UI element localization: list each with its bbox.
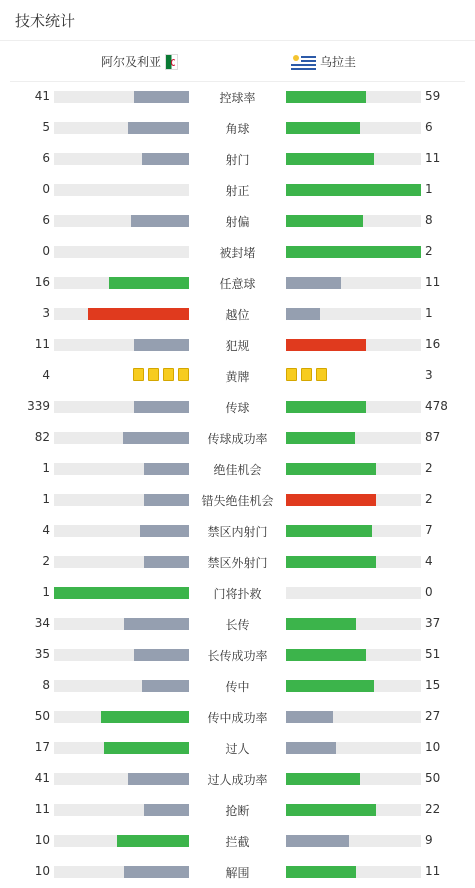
away-bar-fill [286, 277, 341, 289]
away-bar-track [286, 494, 421, 506]
away-bar-track [286, 246, 421, 258]
stat-row [0, 578, 475, 609]
away-value: 478 [425, 399, 448, 413]
stat-row [0, 82, 475, 113]
stat-label: 被封堵 [219, 246, 256, 260]
stat-label: 长传成功率 [207, 649, 268, 663]
page-title: 技术统计 [15, 12, 76, 30]
away-value: 2 [425, 492, 433, 506]
home-bar-track [54, 804, 189, 816]
away-bar-track [286, 91, 421, 103]
stat-label: 过人成功率 [207, 773, 268, 787]
home-value: 82 [34, 430, 50, 444]
home-bar-track [54, 835, 189, 847]
away-bar-fill [286, 556, 376, 568]
home-bar-track [54, 401, 189, 413]
home-value: 41 [34, 771, 50, 785]
away-bar-track [286, 556, 421, 568]
home-bar-track [54, 556, 189, 568]
home-value: 2 [42, 554, 50, 568]
stat-row [0, 237, 475, 268]
away-bar-fill [286, 339, 366, 351]
away-value: 11 [425, 864, 441, 878]
away-bar-track [286, 866, 421, 878]
stat-row [0, 454, 475, 485]
home-bar-fill [142, 153, 189, 165]
away-value: 2 [425, 244, 433, 258]
away-bar-fill [286, 742, 336, 754]
home-value: 17 [34, 740, 50, 754]
away-value: 7 [425, 523, 433, 537]
home-bar-track [54, 91, 189, 103]
home-bar-track [54, 680, 189, 692]
away-bar-track [286, 618, 421, 630]
away-bar-fill [286, 122, 360, 134]
away-bar-track [286, 308, 421, 320]
stat-label: 传中 [225, 680, 250, 694]
home-value: 8 [42, 678, 50, 692]
away-value: 1 [425, 182, 433, 196]
stat-label: 错失绝佳机会 [201, 494, 274, 508]
uruguay-flag-icon [291, 54, 316, 70]
away-value: 6 [425, 120, 433, 134]
away-value: 3 [425, 368, 433, 382]
home-bar-track [54, 308, 189, 320]
stat-label: 角球 [225, 122, 250, 136]
away-value: 0 [425, 585, 433, 599]
stat-label: 传球 [225, 401, 250, 415]
stat-row [0, 795, 475, 826]
away-bar-track [286, 835, 421, 847]
stat-label: 越位 [225, 308, 250, 322]
home-value: 6 [42, 213, 50, 227]
away-value: 37 [425, 616, 441, 630]
algeria-flag-icon [165, 54, 178, 70]
home-bar-fill [134, 91, 189, 103]
home-team-name: 阿尔及利亚 [100, 55, 161, 69]
yellow-card-icon [301, 368, 312, 381]
home-value: 16 [34, 275, 50, 289]
home-value: 1 [42, 585, 50, 599]
away-bar-fill [286, 153, 374, 165]
away-value: 59 [425, 89, 441, 103]
stat-label: 射偏 [225, 215, 250, 229]
stat-row [0, 113, 475, 144]
home-bar-fill [134, 339, 189, 351]
stat-row [0, 175, 475, 206]
home-bar-fill [104, 742, 189, 754]
home-bar-fill [123, 432, 189, 444]
yellow-card-icon [163, 368, 174, 381]
home-value: 11 [34, 802, 50, 816]
yellow-card-icon [133, 368, 144, 381]
stat-row [0, 516, 475, 547]
home-bar-fill [101, 711, 189, 723]
stat-row [0, 144, 475, 175]
home-value: 4 [42, 368, 50, 382]
away-bar-track [286, 184, 421, 196]
away-bar-fill [286, 215, 363, 227]
away-bar-fill [286, 773, 360, 785]
stat-row [0, 671, 475, 702]
away-value: 2 [425, 461, 433, 475]
away-bar-track [286, 401, 421, 413]
away-bar-track [286, 525, 421, 537]
home-bar-track [54, 215, 189, 227]
home-bar-track [54, 742, 189, 754]
yellow-card-icon [286, 368, 297, 381]
page-header [0, 0, 475, 41]
away-bar-fill [286, 835, 349, 847]
home-value: 35 [34, 647, 50, 661]
home-bar-fill [124, 618, 189, 630]
home-value: 1 [42, 492, 50, 506]
away-bar-track [286, 153, 421, 165]
home-bar-track [54, 494, 189, 506]
away-bar-fill [286, 184, 421, 196]
home-value: 34 [34, 616, 50, 630]
home-bar-fill [140, 525, 189, 537]
away-bar-fill [286, 525, 372, 537]
away-bar-track [286, 649, 421, 661]
home-bar-fill [54, 587, 189, 599]
away-value: 51 [425, 647, 441, 661]
away-value: 16 [425, 337, 441, 351]
away-value: 10 [425, 740, 441, 754]
stat-label: 射正 [225, 184, 250, 198]
home-bar-fill [128, 773, 189, 785]
home-yellow-cards [133, 368, 189, 381]
stat-row [0, 640, 475, 671]
home-value: 0 [42, 182, 50, 196]
home-bar-fill [144, 804, 189, 816]
teams-header [0, 41, 475, 81]
stat-row [0, 733, 475, 764]
home-bar-fill [134, 649, 189, 661]
away-value: 11 [425, 275, 441, 289]
home-value: 5 [42, 120, 50, 134]
stat-row [0, 423, 475, 454]
away-bar-fill [286, 649, 366, 661]
away-bar-fill [286, 494, 376, 506]
stat-label: 犯规 [225, 339, 250, 353]
home-bar-fill [144, 494, 189, 506]
home-bar-track [54, 773, 189, 785]
away-yellow-cards [286, 368, 327, 381]
away-bar-fill [286, 246, 421, 258]
away-value: 4 [425, 554, 433, 568]
home-bar-track [54, 153, 189, 165]
home-bar-track [54, 122, 189, 134]
home-bar-track [54, 339, 189, 351]
home-bar-fill [88, 308, 189, 320]
away-team-name: 乌拉圭 [320, 55, 357, 69]
away-bar-track [286, 773, 421, 785]
away-value: 1 [425, 306, 433, 320]
stat-row [0, 702, 475, 733]
stat-label: 禁区外射门 [207, 556, 268, 570]
stat-label: 控球率 [219, 91, 256, 105]
away-bar-track [286, 432, 421, 444]
stat-row [0, 392, 475, 423]
home-value: 10 [34, 864, 50, 878]
away-value: 22 [425, 802, 441, 816]
home-value: 3 [42, 306, 50, 320]
away-bar-fill [286, 866, 356, 878]
stat-label: 任意球 [219, 277, 256, 291]
away-bar-track [286, 587, 421, 599]
home-value: 11 [34, 337, 50, 351]
stat-label: 传中成功率 [207, 711, 268, 725]
home-bar-fill [131, 215, 189, 227]
stat-row [0, 268, 475, 299]
stat-row [0, 547, 475, 578]
home-value: 10 [34, 833, 50, 847]
home-value: 339 [27, 399, 50, 413]
away-bar-track [286, 339, 421, 351]
stat-label: 禁区内射门 [207, 525, 268, 539]
stat-label: 过人 [225, 742, 250, 756]
home-value: 0 [42, 244, 50, 258]
stat-label: 传球成功率 [207, 432, 268, 446]
stat-row [0, 330, 475, 361]
away-value: 9 [425, 833, 433, 847]
home-value: 4 [42, 523, 50, 537]
home-bar-track [54, 866, 189, 878]
away-bar-track [286, 680, 421, 692]
away-bar-fill [286, 680, 374, 692]
home-bar-track [54, 649, 189, 661]
away-bar-track [286, 463, 421, 475]
home-bar-track [54, 277, 189, 289]
away-bar-track [286, 122, 421, 134]
away-bar-track [286, 804, 421, 816]
away-bar-fill [286, 308, 320, 320]
stat-row [0, 609, 475, 640]
home-bar-track [54, 525, 189, 537]
away-bar-fill [286, 463, 376, 475]
home-value: 50 [34, 709, 50, 723]
home-bar-track [54, 463, 189, 475]
stat-label: 黄牌 [225, 370, 250, 384]
home-bar-track [54, 618, 189, 630]
home-bar-fill [109, 277, 189, 289]
away-value: 11 [425, 151, 441, 165]
away-bar-fill [286, 401, 366, 413]
stat-row [0, 361, 475, 392]
home-bar-fill [124, 866, 189, 878]
home-value: 6 [42, 151, 50, 165]
away-bar-fill [286, 711, 333, 723]
yellow-card-icon [148, 368, 159, 381]
stat-row [0, 857, 475, 888]
yellow-card-icon [316, 368, 327, 381]
away-team [291, 53, 356, 70]
home-bar-track [54, 246, 189, 258]
away-bar-fill [286, 432, 355, 444]
home-team [101, 53, 178, 70]
home-bar-fill [128, 122, 189, 134]
stat-row [0, 764, 475, 795]
away-bar-track [286, 215, 421, 227]
home-bar-track [54, 711, 189, 723]
stat-row [0, 299, 475, 330]
away-value: 27 [425, 709, 441, 723]
stat-label: 长传 [225, 618, 250, 632]
home-bar-fill [144, 556, 189, 568]
away-bar-track [286, 711, 421, 723]
stat-label: 抢断 [225, 804, 250, 818]
away-value: 15 [425, 678, 441, 692]
home-value: 41 [34, 89, 50, 103]
home-bar-fill [142, 680, 189, 692]
home-bar-fill [117, 835, 189, 847]
stat-row [0, 485, 475, 516]
away-bar-fill [286, 618, 356, 630]
stat-row [0, 826, 475, 857]
stat-label: 拦截 [225, 835, 250, 849]
away-bar-fill [286, 91, 366, 103]
home-bar-track [54, 432, 189, 444]
home-bar-fill [144, 463, 189, 475]
away-value: 8 [425, 213, 433, 227]
stat-label: 射门 [225, 153, 250, 167]
stat-label: 门将扑救 [213, 587, 262, 601]
stat-label: 绝佳机会 [213, 463, 262, 477]
stat-row [0, 206, 475, 237]
away-value: 50 [425, 771, 441, 785]
away-bar-track [286, 742, 421, 754]
yellow-card-icon [178, 368, 189, 381]
away-value: 87 [425, 430, 441, 444]
home-bar-track [54, 184, 189, 196]
home-value: 1 [42, 461, 50, 475]
home-bar-fill [134, 401, 189, 413]
home-bar-track [54, 587, 189, 599]
away-bar-track [286, 277, 421, 289]
stat-label: 解围 [225, 866, 250, 880]
away-bar-fill [286, 804, 376, 816]
